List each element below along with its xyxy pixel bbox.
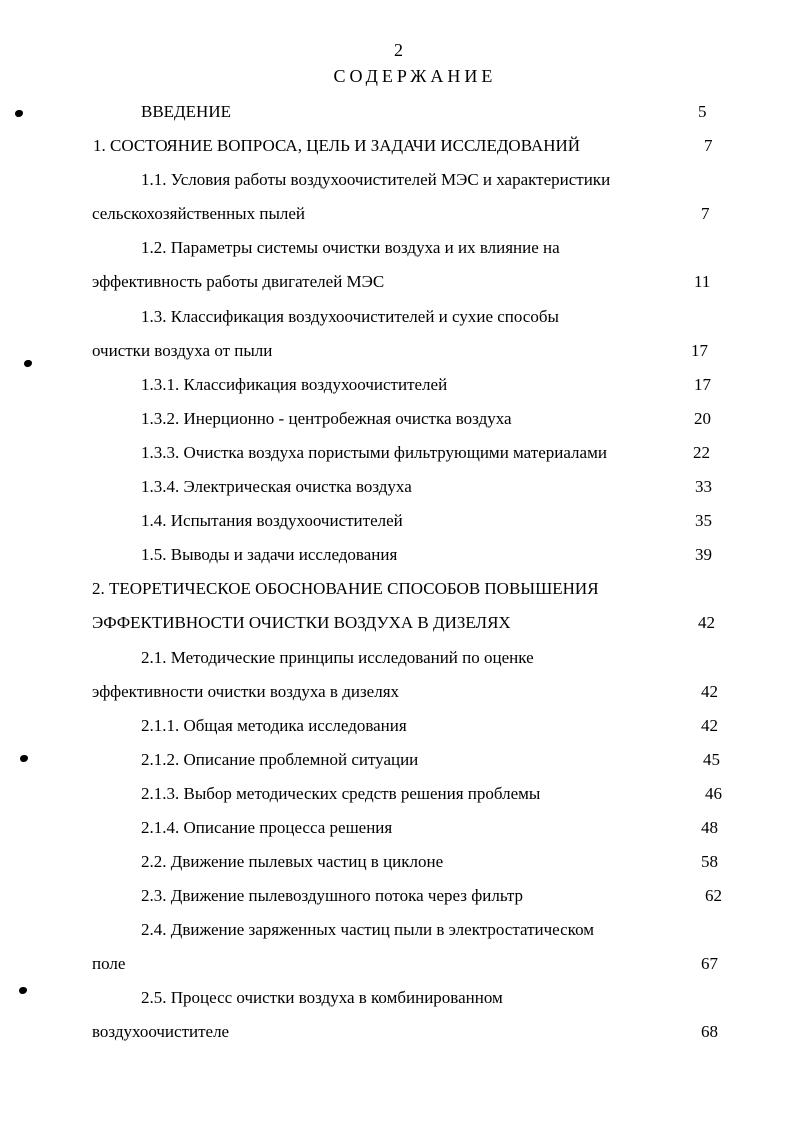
toc-entry-text: 2.3. Движение пылевоздушного потока через фильтр (141, 886, 524, 905)
toc-entry-page: 17 (694, 375, 711, 394)
toc-entry-text: ВВЕДЕНИЕ (141, 102, 231, 121)
toc-entry-page: 39 (695, 545, 712, 564)
toc-entry-page: 17 (691, 341, 708, 360)
toc-entry-page: 7 (704, 136, 713, 155)
toc-entry-text: 1.3.3. Очистка воздуха пористыми фильтрующими материалами (141, 443, 607, 462)
toc-entry-text: 2. ТЕОРЕТИЧЕСКОЕ ОБОСНОВАНИЕ СПОСОБОВ ПОВЫШЕНИЯ (92, 579, 599, 598)
toc-entry-page: 5 (698, 102, 707, 121)
toc-entry-text: воздухоочистителе (92, 1022, 230, 1041)
toc-entry-text: 1.3.2. Инерционно - центробежная очистка воздуха (141, 409, 512, 428)
toc-entry-page: 68 (701, 1022, 718, 1041)
toc-entry-text: ЭФФЕКТИВНОСТИ ОЧИСТКИ ВОЗДУХА В ДИЗЕЛЯХ (92, 613, 511, 632)
toc-entry-text: 1.5. Выводы и задачи исследования (141, 545, 398, 564)
toc-entry-page: 46 (705, 784, 722, 803)
toc-entry-page: 48 (701, 818, 718, 837)
toc-entry-text: 1.4. Испытания воздухоочистителей (141, 511, 403, 530)
toc-entry-page: 42 (701, 682, 718, 701)
toc-entry-page: 67 (701, 954, 718, 973)
toc-entry-text: эффективности очистки воздуха в дизелях (92, 682, 400, 701)
toc-entry-page: 42 (701, 716, 718, 735)
toc-entry-text: 1.3. Классификация воздухоочистителей и сухие способы (141, 307, 559, 326)
toc-entry-page: 45 (703, 750, 720, 769)
toc-entry-text: поле (92, 954, 126, 973)
toc-entry-text: очистки воздуха от пыли (92, 341, 273, 360)
page-title: СОДЕРЖАНИЕ (333, 66, 497, 86)
toc-entry-page: 33 (695, 477, 712, 496)
toc-entry-text: 1. СОСТОЯНИЕ ВОПРОСА, ЦЕЛЬ И ЗАДАЧИ ИССЛЕДОВАНИЙ (93, 136, 581, 155)
toc-entry-page: 7 (701, 204, 710, 223)
toc-entry-page: 22 (693, 443, 710, 462)
toc-entry-page: 20 (694, 409, 711, 428)
toc-entry-page: 58 (701, 852, 718, 871)
toc-entry-text: 1.3.4. Электрическая очистка воздуха (141, 477, 412, 496)
toc-entry-text: 2.4. Движение заряженных частиц пыли в электростатическом (141, 920, 595, 939)
toc-entry-page: 62 (705, 886, 722, 905)
toc-entry-text: эффективность работы двигателей МЭС (92, 272, 385, 291)
page-number: 2 (394, 40, 403, 60)
toc-entry-text: 2.1.3. Выбор методических средств решения проблемы (141, 784, 541, 803)
scan-mark (19, 987, 27, 994)
toc-entry-text: 2.2. Движение пылевых частиц в циклоне (141, 852, 444, 871)
scan-mark (24, 360, 32, 367)
toc-entry-text: 1.3.1. Классификация воздухоочистителей (141, 375, 448, 394)
toc-entry-page: 42 (698, 613, 715, 632)
toc-entry-text: 2.1.4. Описание процесса решения (141, 818, 393, 837)
toc-entry-text: 2.1. Методические принципы исследований по оценке (141, 648, 534, 667)
scan-mark (20, 755, 28, 762)
toc-entry-text: 2.1.1. Общая методика исследования (141, 716, 407, 735)
toc-entry-text: 1.1. Условия работы воздухоочистителей МЭС и характеристики (141, 170, 611, 189)
toc-entry-page: 11 (694, 272, 711, 291)
toc-entry-page: 35 (695, 511, 712, 530)
toc-entry-text: 2.5. Процесс очистки воздуха в комбинированном (141, 988, 503, 1007)
scan-mark (15, 110, 23, 117)
toc-entry-text: 2.1.2. Описание проблемной ситуации (141, 750, 419, 769)
toc-entry-text: 1.2. Параметры системы очистки воздуха и их влияние на (141, 238, 560, 257)
toc-entry-text: сельскохозяйственных пылей (92, 204, 305, 223)
